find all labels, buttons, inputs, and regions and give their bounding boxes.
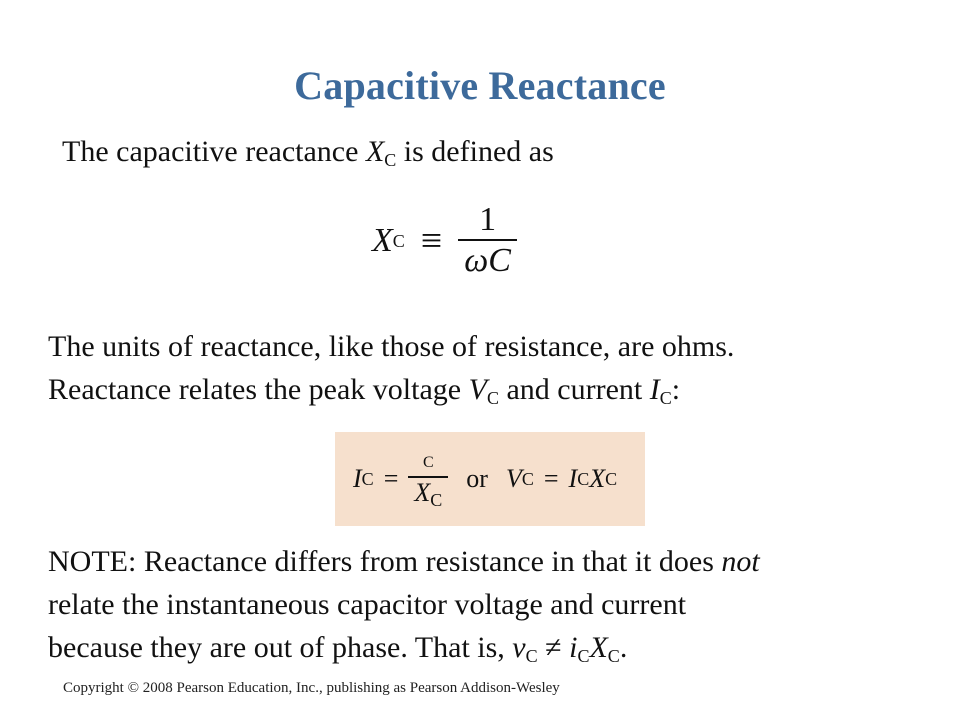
note-period: . xyxy=(619,631,628,664)
relates-pre: Reactance relates the peak voltage xyxy=(48,373,469,406)
eq1-denominator: ωC xyxy=(464,242,511,279)
note-line-1 xyxy=(48,544,760,580)
note-v-symbol: v xyxy=(512,631,526,664)
intro-text xyxy=(62,134,554,170)
note-line-3-text: because they are out of phase. That is, xyxy=(48,631,513,664)
note-x-subscript: C xyxy=(607,646,620,666)
intro-symbol: X xyxy=(365,135,385,168)
eq2-den-subscript: C xyxy=(430,489,443,510)
eq2-rhs-x: X xyxy=(589,464,606,493)
relates-i-symbol: I xyxy=(649,373,660,406)
slide-title: Capacitive Reactance xyxy=(294,63,666,108)
note-i-symbol: i xyxy=(569,631,578,664)
eq2-equals: = xyxy=(383,464,399,493)
eq1-fraction xyxy=(458,201,517,281)
eq1-lhs-symbol: X xyxy=(372,222,393,259)
eq2-rhs-i: I xyxy=(568,464,578,493)
eq2-v-symbol: V xyxy=(505,464,522,493)
note-line-2: relate the instantaneous capacitor voltage and current xyxy=(48,588,687,621)
relates-v-symbol: V xyxy=(468,373,487,406)
current-voltage-equation-box: I C = $\frac{C}{X_C}$ or V C = I C X C xyxy=(335,432,645,526)
relates-text xyxy=(48,372,680,408)
note-x-symbol: X xyxy=(589,631,608,664)
note-v-subscript: C xyxy=(525,646,538,666)
eq2-den-symbol: X xyxy=(414,477,431,507)
units-text: The units of reactance, like those of resistance, are ohms. xyxy=(48,330,735,363)
intro-subscript: C xyxy=(384,150,397,170)
note-i-subscript: C xyxy=(577,646,590,666)
relates-i-subscript: C xyxy=(659,388,672,408)
intro-pre: The capacitive reactance xyxy=(62,135,366,168)
intro-post: is defined as xyxy=(396,135,554,168)
copyright-footer: Copyright © 2008 Pearson Education, Inc., publishing as Pearson Addison-Wesley xyxy=(63,680,560,696)
eq2-i-symbol: I xyxy=(353,464,362,493)
eq1-operator: ≡ xyxy=(420,220,443,262)
eq2-fraction xyxy=(408,450,448,508)
eq1-numerator: 1 xyxy=(479,201,497,238)
eq2-numerator: C xyxy=(422,454,434,472)
note-not-equal: ≠ xyxy=(537,631,570,664)
eq2-equals-2: = xyxy=(543,464,559,493)
relates-mid: and current xyxy=(498,373,650,406)
note-line-1-text: NOTE: Reactance differs from resistance in that it does xyxy=(48,545,722,578)
eq2-denominator xyxy=(408,478,448,508)
relates-v-subscript: C xyxy=(486,388,499,408)
relates-post: : xyxy=(671,373,681,406)
note-line-3 xyxy=(48,630,627,666)
eq2-or: or xyxy=(466,464,488,493)
note-emphasis: not xyxy=(721,545,760,578)
reactance-equation: X C ≡ $\frac{1}{\omega C}$ xyxy=(372,196,517,286)
